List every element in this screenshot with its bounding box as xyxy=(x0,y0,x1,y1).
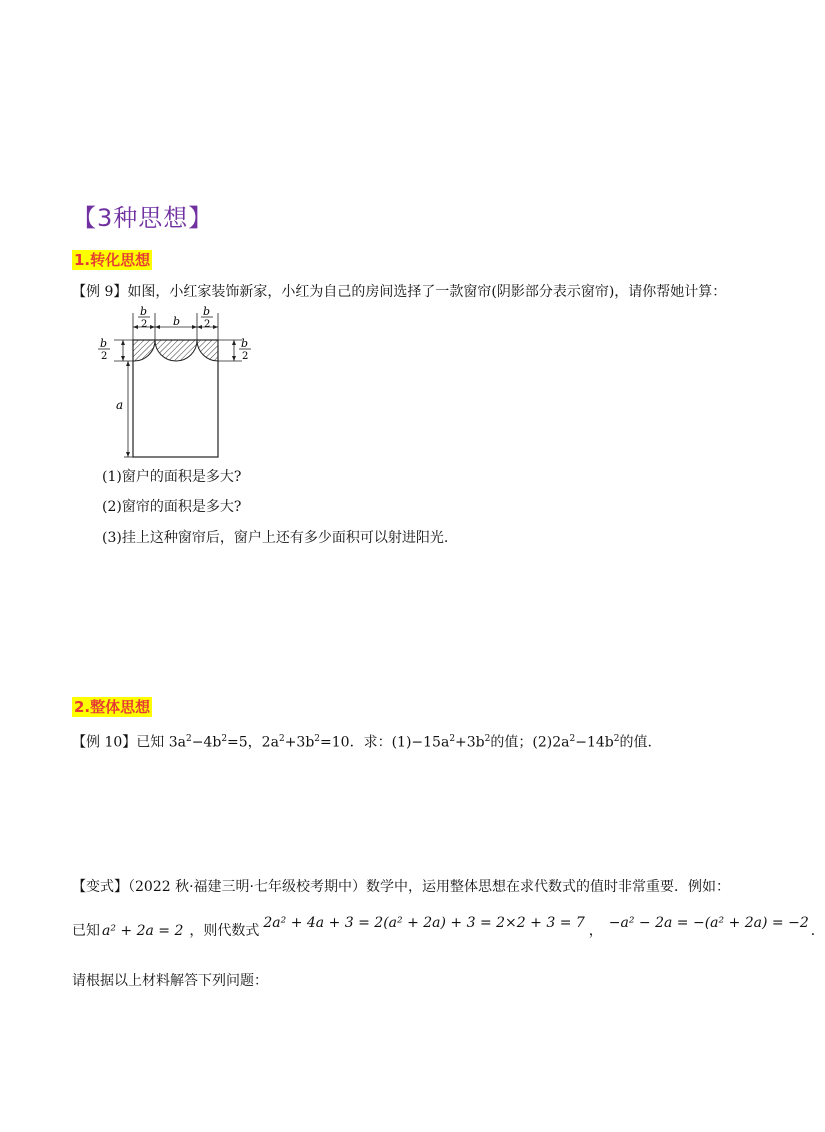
label-right-b: b xyxy=(241,337,249,350)
expression-1: 2a² + 4a + 3 = 2(a² + 2a) + 3 = 2×2 + 3 = 7 xyxy=(263,915,585,931)
question-3: (3)挂上这种窗帘后，窗户上还有多少面积可以射进阳光. xyxy=(102,530,449,546)
label-a: a xyxy=(116,398,124,412)
example-10-text: 【例 10】已知 $3a^2-4b^2=5$，$2a^2+3b^2=10$．求：$(1)-15a^2+3b^2$的值；$(2)2a^2-14b^2$的值. xyxy=(72,734,652,751)
variant-formula-line xyxy=(72,915,825,942)
comma: ， xyxy=(588,923,603,939)
expression-2: −a² − 2a = −(a² + 2a) = −2 xyxy=(608,915,809,931)
label-top-right-b: b xyxy=(203,305,211,318)
label-right-2: 2 xyxy=(242,351,249,362)
example-9-text: 【例 9】如图，小红家装饰新家，小红为自己的房间选择了一款窗帘(阴影部分表示窗帘)，请你帮她计算： xyxy=(72,284,727,300)
heading-holistic: 2.整体思想 xyxy=(74,698,151,716)
condition-formula: a² + 2a = 2 xyxy=(102,923,184,939)
label-left-2: 2 xyxy=(101,351,108,362)
label-top-right-2: 2 xyxy=(204,319,211,330)
question-1: (1)窗户的面积是多大? xyxy=(102,469,242,485)
curtain-figure xyxy=(96,303,256,463)
period: ． xyxy=(810,923,825,939)
label-left-b: b xyxy=(100,337,108,350)
question-2: (2)窗帘的面积是多大? xyxy=(102,499,242,515)
then-label: ，则代数式 xyxy=(189,923,260,939)
known-label: 已知 xyxy=(72,923,100,939)
label-top-b: b xyxy=(173,315,181,328)
heading-transformation: 1.转化思想 xyxy=(74,251,151,269)
label-top-left-2: 2 xyxy=(141,319,148,330)
variant-instruction: 请根据以上材料解答下列问题： xyxy=(72,973,268,989)
variant-intro: 【变式】（2022 秋·福建三明·七年级校考期中）数学中，运用整体思想在求代数式的值时非常重要．例如： xyxy=(72,879,730,895)
section-title: 【3种思想】 xyxy=(72,204,214,232)
label-top-left-b: b xyxy=(140,305,148,318)
